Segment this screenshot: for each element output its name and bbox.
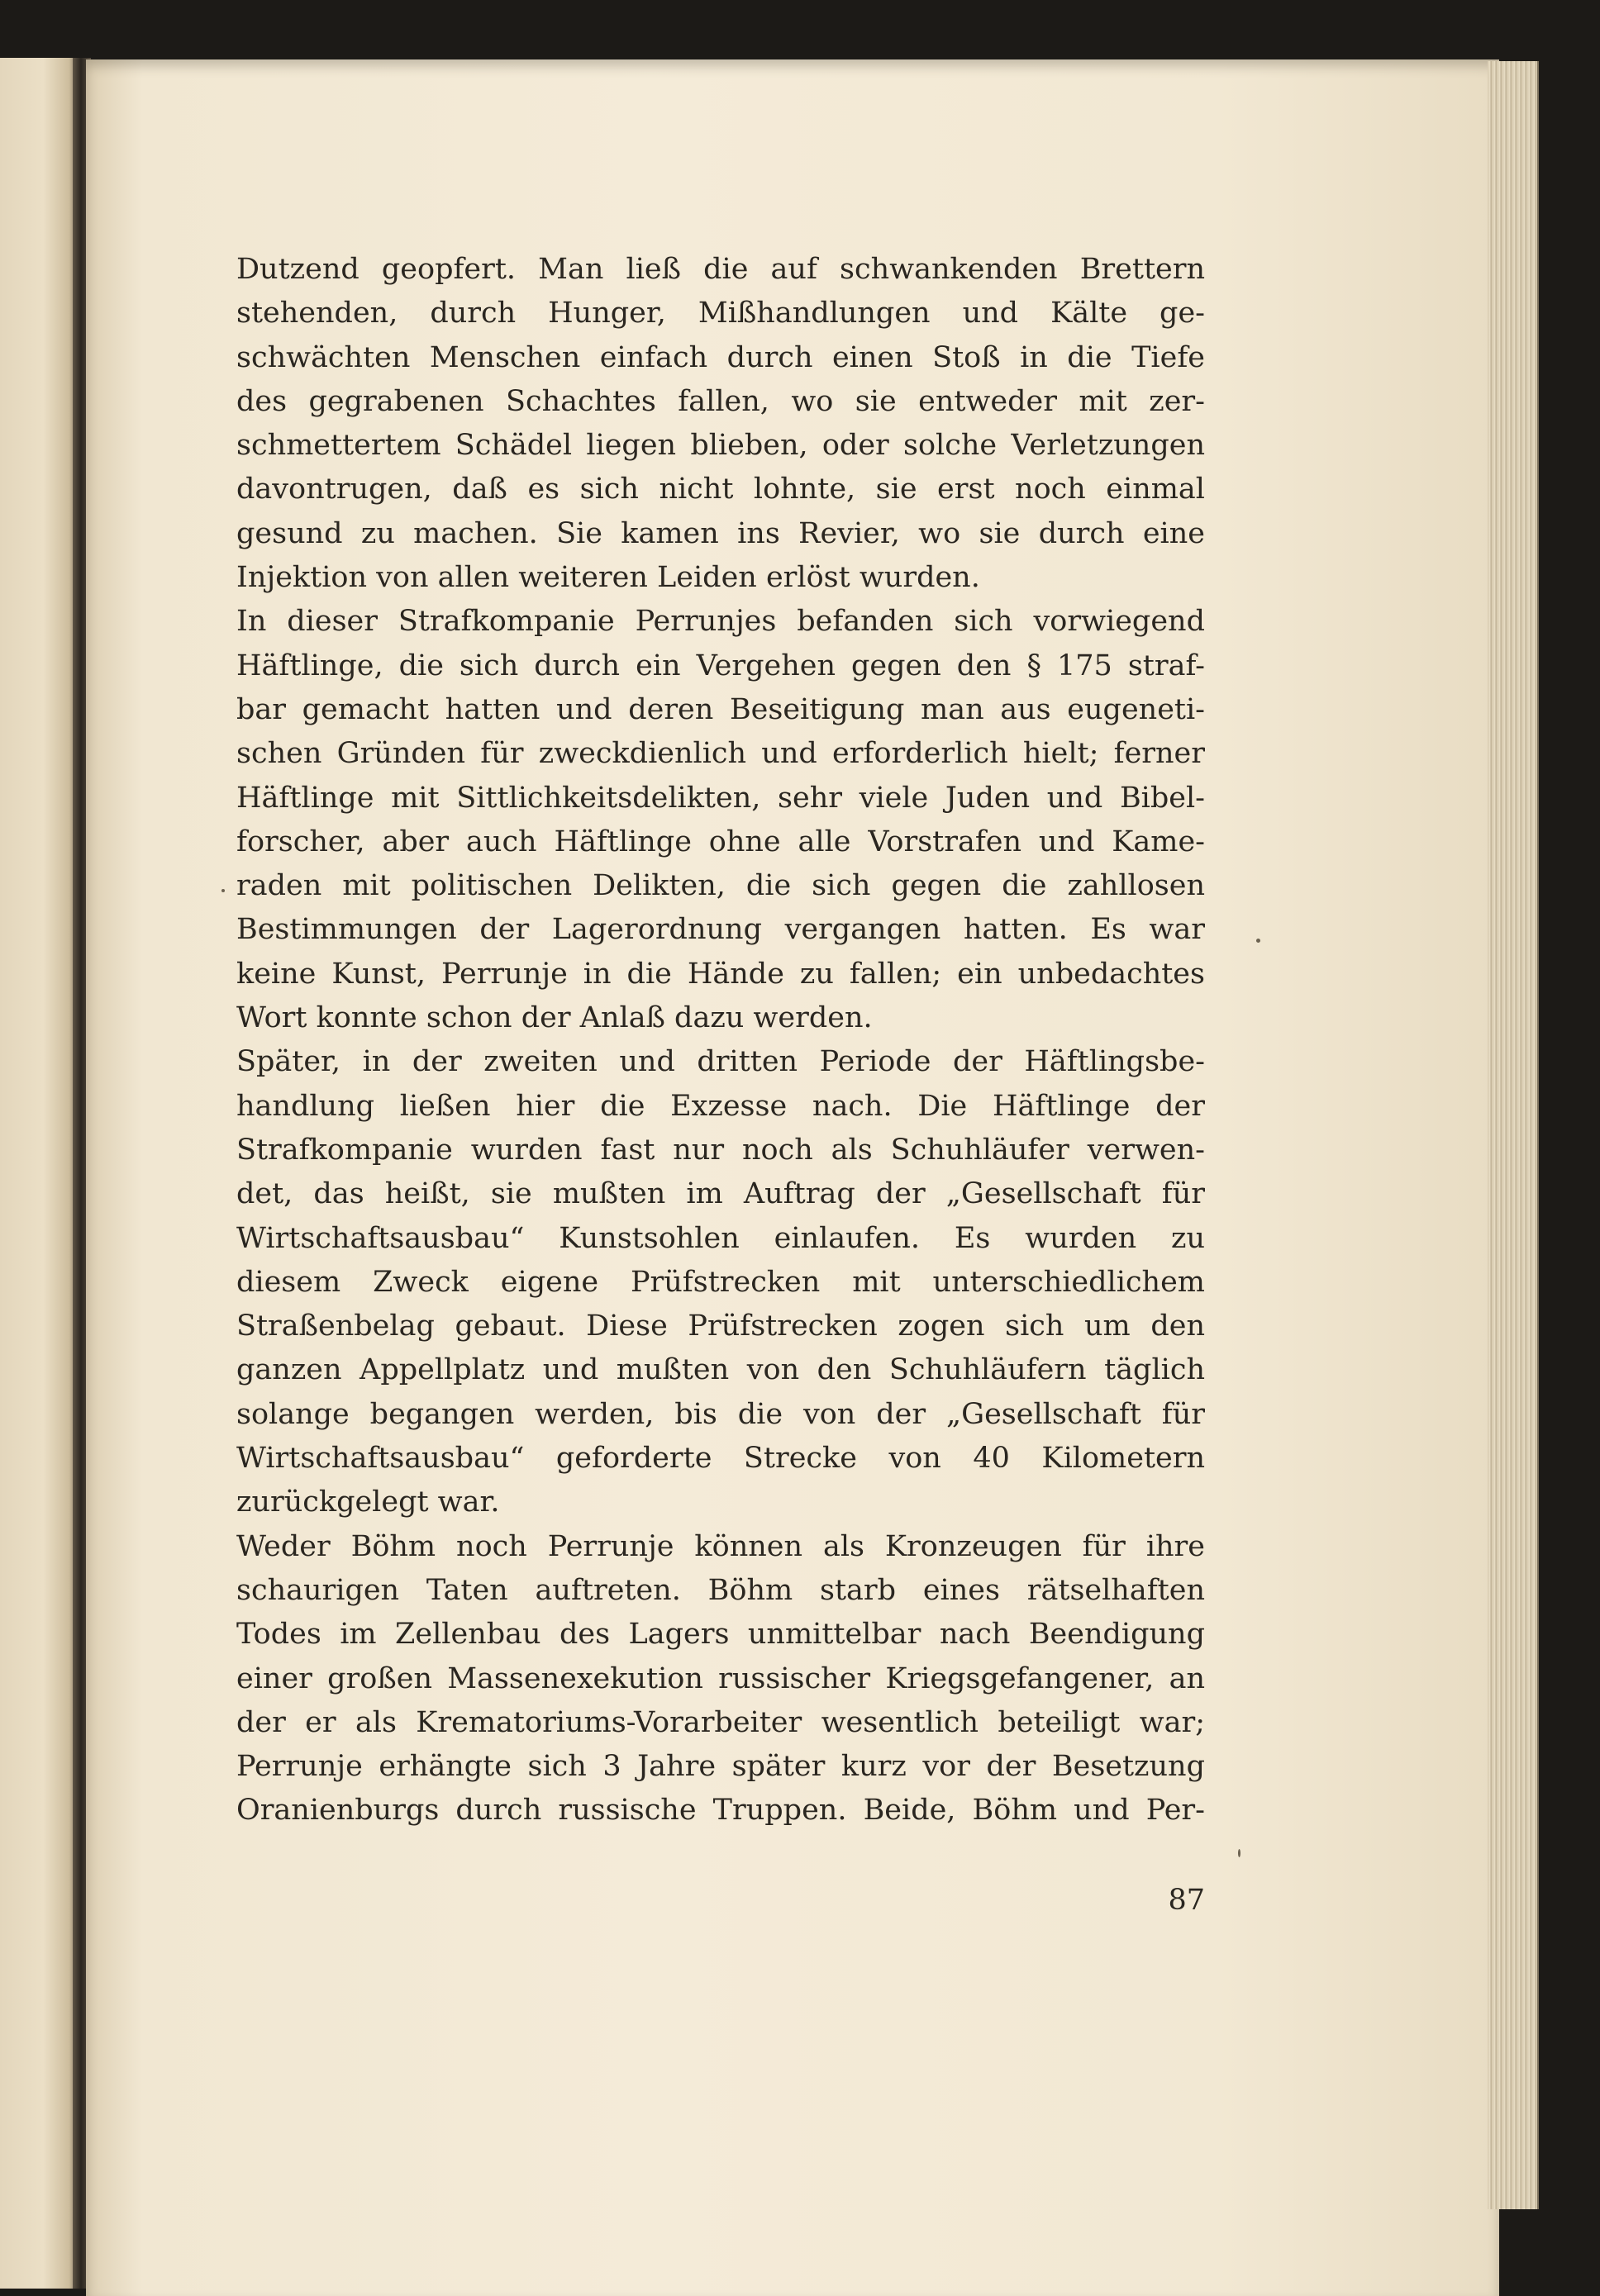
text-line: Wort konnte schon der Anlaß dazu werden.: [236, 1001, 873, 1035]
text-line: In dieser Strafkompanie Perrunjes befanden sich vorwiegend: [236, 605, 1205, 639]
text-line: Strafkompanie wurden fast nur noch als Schuhläufer verwen-: [236, 1133, 1205, 1167]
text-line: Injektion von allen weiteren Leiden erlöst wurden.: [236, 561, 980, 595]
previous-page-edge: [0, 58, 79, 2289]
text-line: Häftlinge mit Sittlichkeitsdelikten, sehr viele Juden und Bibel-: [236, 781, 1205, 815]
text-line: davontrugen, daß es sich nicht lohnte, sie erst noch einmal: [236, 473, 1205, 506]
paper-speck: [221, 889, 225, 892]
text-line: schen Gründen für zweckdienlich und erforderlich hielt; ferner: [236, 737, 1205, 771]
text-line: ganzen Appellplatz und mußten von den Schuhläufern täglich: [236, 1353, 1205, 1387]
paper-speck: [1256, 939, 1260, 943]
text-line: Todes im Zellenbau des Lagers unmittelbar nach Beendigung: [236, 1618, 1205, 1652]
paper-speck: [1238, 1849, 1240, 1857]
text-line: zurückgelegt war.: [236, 1486, 500, 1519]
text-line: Oranienburgs durch russische Truppen. Beide, Böhm und Per-: [236, 1794, 1205, 1828]
text-line: diesem Zweck eigene Prüfstrecken mit unterschiedlichem: [236, 1265, 1205, 1299]
text-line: keine Kunst, Perrunje in die Hände zu fallen; ein unbedachtes: [236, 957, 1205, 991]
text-line: handlung ließen hier die Exzesse nach. Die Häftlinge der: [236, 1089, 1205, 1123]
text-line: Häftlinge, die sich durch ein Vergehen gegen den § 175 straf-: [236, 649, 1205, 682]
text-line: stehenden, durch Hunger, Mißhandlungen und Kälte ge-: [236, 297, 1205, 330]
text-line: schaurigen Taten auftreten. Böhm starb eines rätselhaften: [236, 1573, 1205, 1607]
text-line: der er als Krematoriums-Vorarbeiter wesentlich beteiligt war;: [236, 1705, 1205, 1739]
text-line: des gegrabenen Schachtes fallen, wo sie entweder mit zer-: [236, 384, 1205, 418]
text-line: Bestimmungen der Lagerordnung vergangen hatten. Es war: [236, 913, 1205, 947]
text-line: einer großen Massenexekution russischer Kriegsgefangener, an: [236, 1661, 1205, 1695]
text-line: Perrunje erhängte sich 3 Jahre später kurz vor der Besetzung: [236, 1750, 1205, 1784]
text-line: schmettertem Schädel liegen blieben, oder solche Verletzungen: [236, 429, 1205, 463]
text-line: Später, in der zweiten und dritten Periode der Häftlingsbe-: [236, 1045, 1205, 1079]
text-line: solange begangen werden, bis die von der „Gesellschaft für: [236, 1397, 1205, 1431]
text-line: Wirtschaftsausbau“ Kunstsohlen einlaufen. Es wurden zu: [236, 1221, 1205, 1255]
text-line: det, das heißt, sie mußten im Auftrag der „Gesellschaft für: [236, 1177, 1205, 1211]
text-line: forscher, aber auch Häftlinge ohne alle Vorstrafen und Kame-: [236, 825, 1205, 858]
text-line: Wirtschaftsausbau“ geforderte Strecke von 40 Kilometern: [236, 1442, 1205, 1476]
text-line: Straßenbelag gebaut. Diese Prüfstrecken zogen sich um den: [236, 1310, 1205, 1343]
text-line: bar gemacht hatten und deren Beseitigung man aus eugeneti-: [236, 692, 1205, 726]
body-text: [236, 248, 1205, 1833]
page-stack-edge: [1488, 61, 1539, 2209]
text-line: raden mit politischen Delikten, die sich gegen die zahllosen: [236, 869, 1205, 903]
text-line: schwächten Menschen einfach durch einen Stoß in die Tiefe: [236, 340, 1205, 374]
text-line: Weder Böhm noch Perrunje können als Kronzeugen für ihre: [236, 1529, 1205, 1563]
page-number: 87: [1168, 1884, 1205, 1917]
text-line: gesund zu machen. Sie kamen ins Revier, wo sie durch eine: [236, 516, 1205, 550]
text-line: Dutzend geopfert. Man ließ die auf schwankenden Brettern: [236, 253, 1205, 286]
